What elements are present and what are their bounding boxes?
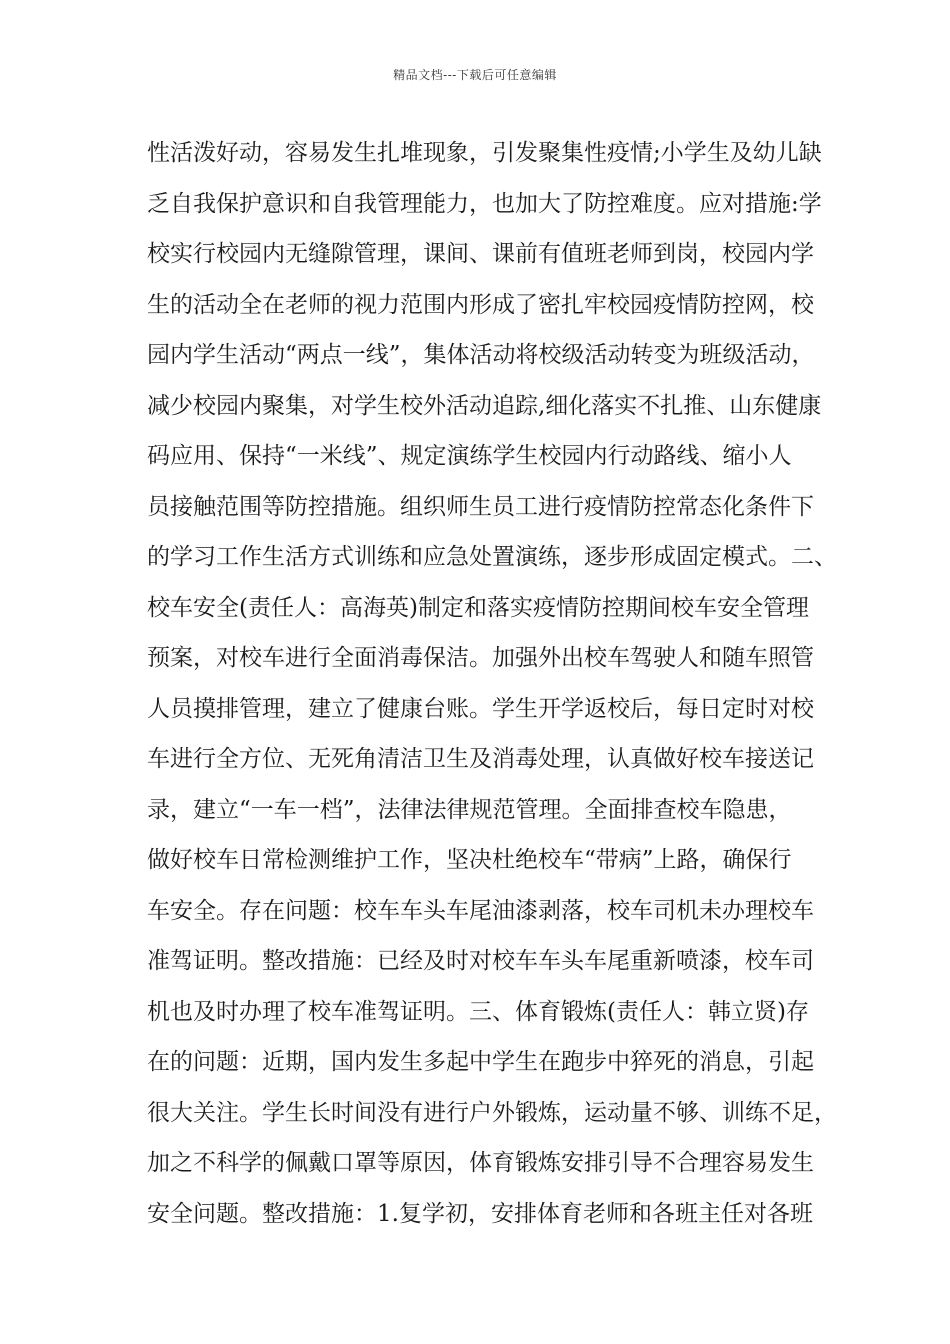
body-text	[147, 128, 837, 1239]
text-line: 生的活动全在老师的视力范围内形成了密扎牢校园疫情防控网，校	[147, 291, 814, 318]
text-line: 很大关注。学生长时间没有进行户外锻炼，运动量不够、训练不足，	[147, 1099, 837, 1126]
text-line: 人员摸排管理，建立了健康台账。学生开学返校后，每日定时对校	[147, 695, 814, 722]
text-line: 做好校车日常检测维护工作，坚决杜绝校车“带病”上路，确保行	[147, 847, 792, 873]
text-line: 安全问题。整改措施：1.复学初，安排体育老师和各班主任对各班	[147, 1200, 813, 1227]
text-line: 机也及时办理了校车准驾证明。三、体育锻炼(责任人：韩立贤)存	[147, 998, 809, 1025]
text-line: 准驾证明。整改措施：已经及时对校车车头车尾重新喷漆，校车司	[147, 948, 814, 974]
text-line: 校车安全(责任人：高海英)制定和落实疫情防控期间校车安全管理	[147, 594, 809, 621]
page-header: 精品文档---下载后可任意编辑	[393, 68, 557, 82]
text-line: 性活泼好动，容易发生扎堆现象，引发聚集性疫情;小学生及幼儿缺	[147, 140, 822, 166]
text-line: 码应用、保持“一米线”、规定演练学生校园内行动路线、缩小人	[147, 443, 792, 469]
text-line: 在的问题：近期，国内发生多起中学生在跑步中猝死的消息，引起	[147, 1049, 814, 1075]
text-line: 减少校园内聚集，对学生校外活动追踪,细化落实不扎推、山东健康	[147, 392, 822, 419]
text-line: 的学习工作生活方式训练和应急处置演练，逐步形成固定模式。二、	[147, 544, 837, 570]
text-line: 预案，对校车进行全面消毒保洁。加强外出校车驾驶人和随车照管	[147, 645, 814, 671]
text-line: 乏自我保护意识和自我管理能力，也加大了防控难度。应对措施:学	[147, 190, 822, 217]
text-line: 员接触范围等防控措施。组织师生员工进行疫情防控常态化条件下	[147, 493, 814, 520]
text-line: 录，建立“一车一档”，法律法律规范管理。全面排查校车隐患，	[147, 796, 792, 823]
text-line: 加之不科学的佩戴口罩等原因，体育锻炼安排引导不合理容易发生	[147, 1150, 814, 1176]
text-line: 车安全。存在问题：校车车头车尾油漆剥落，校车司机未办理校车	[147, 897, 814, 924]
text-line: 园内学生活动“两点一线”，集体活动将校级活动转变为班级活动，	[147, 342, 815, 368]
text-line: 车进行全方位、无死角清洁卫生及消毒处理，认真做好校车接送记	[147, 746, 814, 772]
text-line: 校实行校园内无缝隙管理，课间、课前有值班老师到岗，校园内学	[147, 241, 814, 267]
